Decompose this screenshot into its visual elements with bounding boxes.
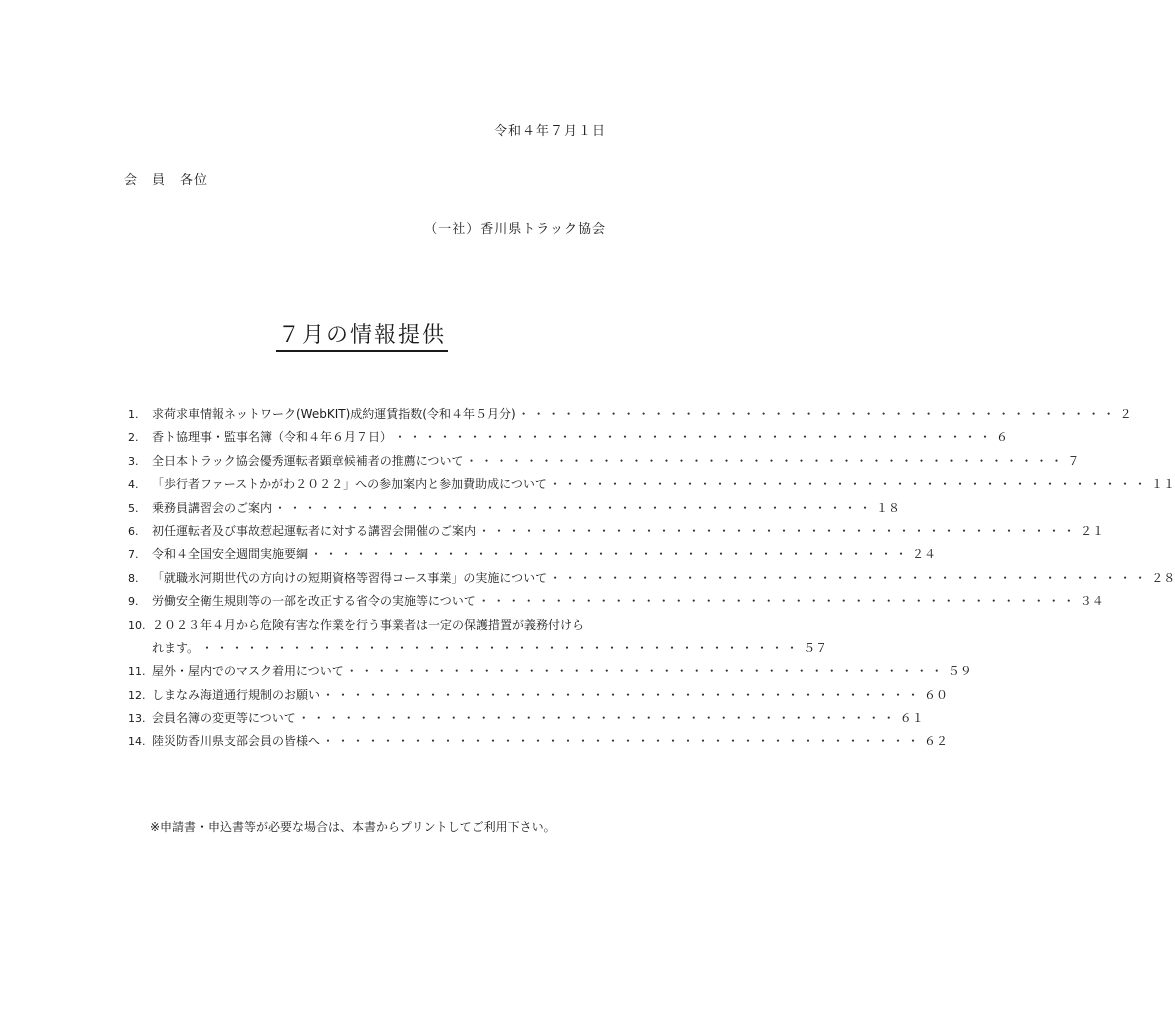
toc-dot-leader: ・・・・・・・・・・・・・・・・・・・・・・・・・・・・・・・・・・・・・・・・ xyxy=(478,523,1079,538)
toc-item-title: 求荷求車情報ネットワーク(WebKIT)成約運賃指数(令和４年５月分) xyxy=(152,407,516,421)
toc-item-number: 3. xyxy=(128,454,139,468)
addressee: 会 員 各位 xyxy=(124,173,209,188)
toc-item-number: 9. xyxy=(128,595,139,609)
toc-item xyxy=(128,684,949,707)
toc-item-title: 「歩行者ファーストかがわ２０２２」への参加案内と参加費助成について xyxy=(152,477,547,492)
toc-dot-leader: ・・・・・・・・・・・・・・・・・・・・・・・・・・・・・・・・・・・・・・・・ xyxy=(345,664,946,679)
toc-dot-leader: ・・・・・・・・・・・・・・・・・・・・・・・・・・・・・・・・・・・・・・・・ xyxy=(322,734,923,749)
footer-note: ※申請書・申込書等が必要な場合は、本書からプリントしてご利用下さい。 xyxy=(150,820,556,834)
sender-organization: （一社）香川県トラック協会 xyxy=(424,222,606,237)
toc-item xyxy=(128,450,1080,473)
toc-item-page: １８ xyxy=(876,500,901,515)
toc-item-page: ６ xyxy=(996,430,1009,445)
toc-dot-leader: ・・・・・・・・・・・・・・・・・・・・・・・・・・・・・・・・・・・・・・・・ xyxy=(310,547,911,562)
toc-dot-leader: ・・・・・・・・・・・・・・・・・・・・・・・・・・・・・・・・・・・・・・・・ xyxy=(517,407,1118,421)
toc-item xyxy=(128,543,937,566)
toc-item-number: 1. xyxy=(128,408,139,421)
toc-item-page: ５９ xyxy=(947,664,972,679)
toc-dot-leader: ・・・・・・・・・・・・・・・・・・・・・・・・・・・・・・・・・・・・・・・・ xyxy=(394,430,995,445)
toc-item-number: 14. xyxy=(128,735,146,749)
toc-item-number: 11. xyxy=(128,665,146,679)
toc-item-number: 6. xyxy=(128,524,139,538)
toc-dot-leader: ・・・・・・・・・・・・・・・・・・・・・・・・・・・・・・・・・・・・・・・・ xyxy=(477,594,1078,609)
toc-dot-leader: ・・・・・・・・・・・・・・・・・・・・・・・・・・・・・・・・・・・・・・・・ xyxy=(201,640,802,655)
toc-item-page: １１ xyxy=(1150,477,1175,492)
toc-item-title: 香ト協理事・監事名簿（令和４年６月７日） xyxy=(152,430,393,445)
toc-item-page: ２４ xyxy=(912,547,937,562)
toc-item xyxy=(128,707,924,730)
toc-dot-leader: ・・・・・・・・・・・・・・・・・・・・・・・・・・・・・・・・・・・・・・・・ xyxy=(297,711,898,726)
toc-item-page: ６１ xyxy=(899,711,924,726)
toc-dot-leader: ・・・・・・・・・・・・・・・・・・・・・・・・・・・・・・・・・・・・・・・・ xyxy=(322,687,923,702)
toc-dot-leader: ・・・・・・・・・・・・・・・・・・・・・・・・・・・・・・・・・・・・・・・・ xyxy=(549,570,1150,585)
toc-item-page: ７ xyxy=(1067,453,1080,468)
document-title: ７月の情報提供 xyxy=(276,323,448,352)
toc-item-continuation xyxy=(128,637,828,660)
toc-item-number: 4. xyxy=(128,478,139,492)
toc-item-title: 会員名簿の変更等について xyxy=(152,711,296,726)
toc-item-page: ２ xyxy=(1119,407,1132,421)
toc-item xyxy=(128,403,1132,426)
toc-item-page: ５７ xyxy=(803,640,828,655)
toc-item xyxy=(128,473,1175,496)
toc-item xyxy=(128,567,1175,590)
toc-item xyxy=(128,497,901,520)
toc-item xyxy=(128,520,1105,543)
toc-dot-leader: ・・・・・・・・・・・・・・・・・・・・・・・・・・・・・・・・・・・・・・・・ xyxy=(274,500,875,515)
toc-dot-leader: ・・・・・・・・・・・・・・・・・・・・・・・・・・・・・・・・・・・・・・・・ xyxy=(548,477,1149,492)
toc-item-title: 全日本トラック協会優秀運転者顕章候補者の推薦について xyxy=(152,453,464,468)
table-of-contents xyxy=(128,403,1175,754)
toc-item-page: ２８ xyxy=(1151,570,1175,585)
toc-item xyxy=(128,426,1009,449)
toc-item-title: 屋外・屋内でのマスク着用について xyxy=(152,664,344,679)
toc-item-number: 8. xyxy=(128,571,139,585)
toc-item xyxy=(128,730,949,753)
toc-item xyxy=(128,590,1104,613)
toc-item-title: ２０２３年４月から危険有害な作業を行う事業者は一定の保護措置が義務付けら xyxy=(152,617,585,632)
toc-item-number: 7. xyxy=(128,548,139,562)
document-date: 令和４年７月１日 xyxy=(493,124,606,139)
toc-item-page: ６０ xyxy=(924,687,949,702)
toc-item-title: 乗務員講習会のご案内 xyxy=(152,500,273,515)
toc-item-title: 令和４全国安全週間実施要綱 xyxy=(152,547,309,562)
toc-item-page: ６２ xyxy=(924,734,949,749)
toc-item-title: れます。 xyxy=(152,640,200,655)
document-title-wrapper xyxy=(0,318,724,349)
toc-item-number: 2. xyxy=(128,431,139,445)
toc-item xyxy=(128,614,614,637)
toc-item-number: 10. xyxy=(128,618,146,632)
toc-item-title: 陸災防香川県支部会員の皆様へ xyxy=(152,734,321,749)
toc-item-title: 労働安全衛生規則等の一部を改正する省令の実施等について xyxy=(152,594,476,609)
toc-item-page: ３４ xyxy=(1079,594,1104,609)
toc-item xyxy=(128,660,972,683)
toc-item-page: ２１ xyxy=(1080,523,1105,538)
toc-item-number: 5. xyxy=(128,501,139,515)
toc-item-title: 「就職氷河期世代の方向けの短期資格等習得コース事業」の実施について xyxy=(152,570,548,585)
toc-item-number: 13. xyxy=(128,712,146,726)
toc-item-title: 初任運転者及び事故惹起運転者に対する講習会開催のご案内 xyxy=(152,523,477,538)
toc-item-title: しまなみ海道通行規制のお願い xyxy=(152,687,321,702)
toc-item-number: 12. xyxy=(128,688,146,702)
toc-dot-leader: ・・・・・・・・・・・・・・・・・・・・・・・・・・・・・・・・・・・・・・・・ xyxy=(465,453,1066,468)
